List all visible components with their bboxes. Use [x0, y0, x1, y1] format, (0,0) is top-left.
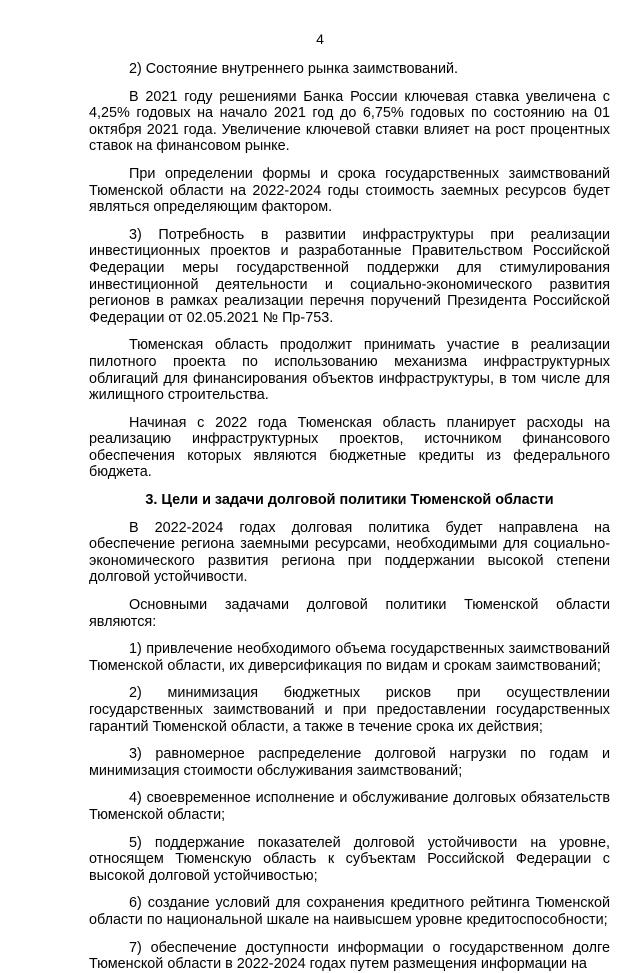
paragraph-infrastructure-need: 3) Потребность в развитии инфраструктуры при реализации инвестиционных проектов и разработанные Правительством Российской Федерации меры государственной поддержки для стимулирования инвестиционной деятельности и социально-экономического развития регионов в рамках реализации перечня поручений Президента Российской Федерации от 02.05.2021 № Пр-753. — [89, 226, 610, 326]
paragraph-budget-credits: Начиная с 2022 года Тюменская область планирует расходы на реализацию инфраструктурных проектов, источником финансового обеспечения которых являются бюджетные кредиты из федерального бюджета. — [89, 414, 610, 481]
list-item-task-2: 2) минимизация бюджетных рисков при осуществлении государственных заимствований и при предоставлении государственных гарантий Тюменской области, а также в течение срока их действия; — [89, 685, 610, 735]
paragraph-tasks-intro: Основными задачами долговой политики Тюменской области являются: — [89, 597, 610, 630]
list-item-task-5: 5) поддержание показателей долговой устойчивости на уровне, относящем Тюменскую область к субъектам Российской Федерации с высокой долговой устойчивостью; — [89, 834, 610, 884]
list-item-task-3: 3) равномерное распределение долговой нагрузки по годам и минимизация стоимости обслуживания заимствований; — [89, 746, 610, 779]
list-item-task-6: 6) создание условий для сохранения кредитного рейтинга Тюменской области по национальной шкале на наивысшем уровне кредитоспособности; — [89, 895, 610, 928]
list-item-task-4: 4) своевременное исполнение и обслуживание долговых обязательств Тюменской области; — [89, 790, 610, 823]
list-item-task-1: 1) привлечение необходимого объема государственных заимствований Тюменской области, их диверсификация по видам и срокам заимствований; — [89, 641, 610, 674]
section-heading: 3. Цели и задачи долговой политики Тюменской области — [145, 492, 554, 509]
paragraph-pilot-project: Тюменская область продолжит принимать участие в реализации пилотного проекта по использованию механизма инфраструктурных облигаций для финансирования объектов инфраструктуры, в том числе для жилищного строительства. — [89, 337, 610, 404]
paragraph-market-state: 2) Состояние внутреннего рынка заимствований. — [129, 61, 459, 77]
page-number: 4 — [316, 31, 324, 47]
list-item-task-7: 7) обеспечение доступности информации о государственном долге Тюменской области в 2022-2024 годах путем размещения информации на — [89, 939, 610, 973]
document-body — [89, 61, 610, 973]
paragraph-key-rate: В 2021 году решениями Банка России ключевая ставка увеличена с 4,25% годовых на начало 2021 год до 6,75% годовых по состоянию на 01 октября 2021 года. Увеличение ключевой ставки влияет на рост процентных ставок на финансовом рынке. — [89, 88, 610, 155]
paragraph-borrowing-cost: При определении формы и срока государственных заимствований Тюменской области на 2022-2024 годы стоимость заемных ресурсов будет являться определяющим фактором. — [89, 165, 610, 216]
paragraph-debt-policy-goal: В 2022-2024 годах долговая политика будет направлена на обеспечение региона заемными ресурсами, необходимыми для социально-экономического развития региона при поддержании высокой степени долговой устойчивости. — [89, 519, 610, 586]
